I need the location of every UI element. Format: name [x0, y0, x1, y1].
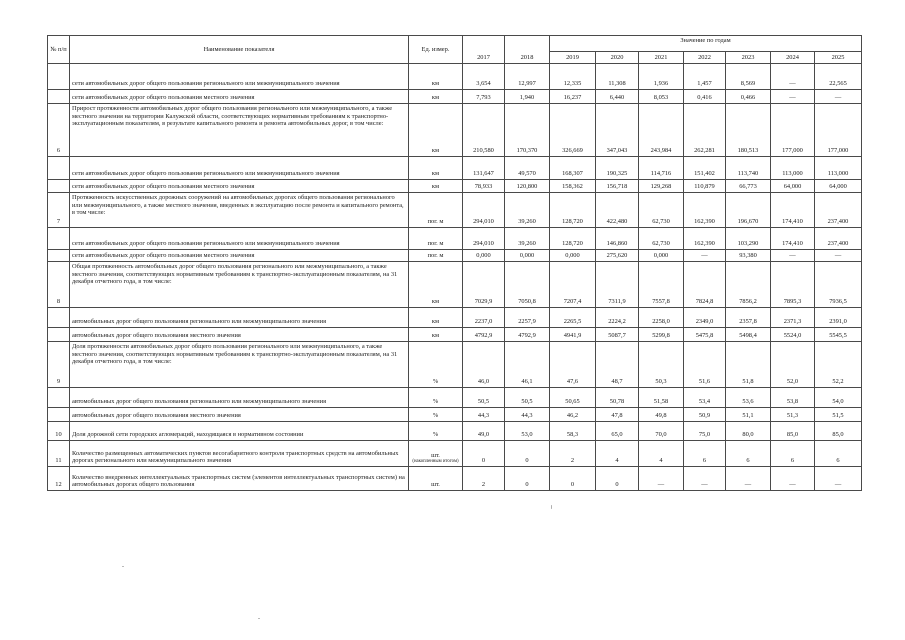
table-row: [48, 64, 862, 90]
value-cell: 0,466: [726, 90, 771, 104]
value-cell: 70,0: [639, 422, 684, 441]
value-cell: 170,370: [505, 104, 550, 157]
value-cell: 237,400: [815, 193, 862, 228]
value-cell: 0: [505, 441, 550, 467]
value-cell: 177,000: [815, 104, 862, 157]
table-row: [48, 388, 862, 408]
value-cell: 16,237: [550, 90, 596, 104]
value-cell: 237,400: [815, 228, 862, 250]
value-cell: 0: [550, 467, 596, 491]
row-number: 8: [48, 262, 70, 308]
value-cell: 0: [463, 441, 505, 467]
row-number: [48, 250, 70, 262]
row-number: [48, 328, 70, 342]
unit-label: шт.: [431, 451, 440, 459]
value-cell: 6: [771, 441, 815, 467]
value-cell: 52,0: [771, 342, 815, 388]
unit-label: %: [432, 398, 439, 406]
value-cell: 85,0: [771, 422, 815, 441]
indicator-name: Прирост протяженности автомобильных дорог общего пользования регионального или межмуниципального, а также местного значения на территории Калужской области, соответствующих нормативным требованиям к транспортно-эксплуатационным показателям, в результате капитального ремонта и ремонта автомобильных дорог, в том числе:: [70, 104, 409, 157]
value-cell: 113,000: [771, 157, 815, 180]
indicator-name: сети автомобильных дорог общего пользования регионального или межмуниципального значения: [70, 64, 409, 90]
value-cell: 0,416: [684, 90, 726, 104]
value-cell: 50,3: [639, 342, 684, 388]
header-year: 2025: [815, 52, 862, 64]
value-cell: 129,268: [639, 180, 684, 193]
unit-cell: [409, 250, 463, 262]
indicator-name: Количество размещенных автоматических пунктов весогабаритного контроля транспортных средств на автомобильных дорогах регионального или межмуниципального значения: [70, 441, 409, 467]
value-cell: 168,307: [550, 157, 596, 180]
value-cell: 8,053: [639, 90, 684, 104]
value-cell: 1,457: [684, 64, 726, 90]
value-cell: 7856,2: [726, 262, 771, 308]
value-cell: 1,940: [505, 90, 550, 104]
table-row: [48, 104, 862, 157]
unit-label: км: [431, 170, 440, 178]
value-cell: 120,800: [505, 180, 550, 193]
header-year: 2023: [726, 52, 771, 64]
unit-cell: [409, 157, 463, 180]
value-cell: 2357,8: [726, 308, 771, 328]
value-cell: 326,669: [550, 104, 596, 157]
value-cell: 7050,8: [505, 262, 550, 308]
header-year: 2024: [771, 52, 815, 64]
value-cell: 2224,2: [596, 308, 639, 328]
value-cell: 6: [726, 441, 771, 467]
indicator-name: сети автомобильных дорог общего пользования местного значения: [70, 250, 409, 262]
value-cell: 2349,0: [684, 308, 726, 328]
value-cell: 0,000: [505, 250, 550, 262]
table-row: [48, 90, 862, 104]
value-cell: 58,3: [550, 422, 596, 441]
value-cell: 53,0: [505, 422, 550, 441]
table-row: [48, 408, 862, 422]
unit-cell: [409, 180, 463, 193]
value-cell: 4: [639, 441, 684, 467]
row-number: [48, 64, 70, 90]
unit-label: км: [431, 94, 440, 102]
indicator-name: автомобильных дорог общего пользования регионального или межмуниципального значения: [70, 308, 409, 328]
row-number: [48, 180, 70, 193]
value-cell: 5524,0: [771, 328, 815, 342]
value-cell: 210,580: [463, 104, 505, 157]
value-cell: 46,0: [463, 342, 505, 388]
value-cell: 50,65: [550, 388, 596, 408]
unit-cell: [409, 408, 463, 422]
indicator-name: Протяженность искусственных дорожных сооружений на автомобильных дорогах общего пользования регионального или межмуниципального, а также местного значения, введенных в эксплуатацию после ремонта и капитального ремонта, в том числе:: [70, 193, 409, 228]
table-row: [48, 342, 862, 388]
value-cell: 39,260: [505, 193, 550, 228]
value-cell: 62,730: [639, 228, 684, 250]
value-cell: 128,720: [550, 228, 596, 250]
indicator-name: сети автомобильных дорог общего пользования регионального или межмуниципального значения: [70, 228, 409, 250]
value-cell: 114,716: [639, 157, 684, 180]
value-cell: 0: [505, 467, 550, 491]
value-cell: 2258,0: [639, 308, 684, 328]
value-cell: 52,2: [815, 342, 862, 388]
value-cell: 85,0: [815, 422, 862, 441]
unit-note: (накопленным итогом): [412, 459, 459, 465]
value-cell: 12,997: [505, 64, 550, 90]
unit-label: км: [431, 147, 440, 155]
table-row: [48, 441, 862, 467]
indicator-name: сети автомобильных дорог общего пользования местного значения: [70, 180, 409, 193]
value-cell: 6: [815, 441, 862, 467]
value-cell: 4792,9: [505, 328, 550, 342]
value-cell: —: [815, 467, 862, 491]
row-number: [48, 308, 70, 328]
value-cell: 62,730: [639, 193, 684, 228]
row-number: [48, 228, 70, 250]
value-cell: 2: [550, 441, 596, 467]
value-cell: 50,5: [505, 388, 550, 408]
value-cell: 103,290: [726, 228, 771, 250]
header-unit: Ед. измер.: [409, 36, 463, 64]
row-number: 12: [48, 467, 70, 491]
value-cell: 80,0: [726, 422, 771, 441]
header-year: 2018: [505, 36, 550, 64]
indicator-name: автомобильных дорог общего пользования местного значения: [70, 408, 409, 422]
unit-cell: [409, 308, 463, 328]
value-cell: 47,8: [596, 408, 639, 422]
value-cell: 0,000: [550, 250, 596, 262]
row-number: [48, 388, 70, 408]
value-cell: —: [815, 250, 862, 262]
table-row: [48, 328, 862, 342]
value-cell: 110,879: [684, 180, 726, 193]
value-cell: —: [771, 64, 815, 90]
value-cell: 64,000: [815, 180, 862, 193]
unit-label: пог. м: [427, 240, 444, 248]
value-cell: 44,3: [505, 408, 550, 422]
value-cell: 5087,7: [596, 328, 639, 342]
value-cell: 7936,5: [815, 262, 862, 308]
indicators-table: [47, 35, 862, 491]
value-cell: 158,362: [550, 180, 596, 193]
value-cell: 12,335: [550, 64, 596, 90]
unit-label: км: [431, 332, 440, 340]
value-cell: 4: [596, 441, 639, 467]
value-cell: 128,720: [550, 193, 596, 228]
header-year: 2019: [550, 52, 596, 64]
table-row: [48, 157, 862, 180]
value-cell: 50,9: [684, 408, 726, 422]
unit-cell: [409, 342, 463, 388]
indicator-name: Количество внедренных интеллектуальных транспортных систем (элементов интеллектуальных транспортных систем) на автомобильных дорогах общего пользования: [70, 467, 409, 491]
value-cell: 54,0: [815, 388, 862, 408]
value-cell: 2257,9: [505, 308, 550, 328]
value-cell: 156,718: [596, 180, 639, 193]
table-row: [48, 228, 862, 250]
indicator-name: автомобильных дорог общего пользования регионального или межмуниципального значения: [70, 388, 409, 408]
unit-label: %: [432, 431, 439, 439]
value-cell: 22,565: [815, 64, 862, 90]
value-cell: 53,4: [684, 388, 726, 408]
value-cell: 196,670: [726, 193, 771, 228]
indicator-name: сети автомобильных дорог общего пользования местного значения: [70, 90, 409, 104]
row-number: 9: [48, 342, 70, 388]
header-year: 2017: [463, 36, 505, 64]
unit-cell: [409, 228, 463, 250]
value-cell: 3,654: [463, 64, 505, 90]
value-cell: 146,860: [596, 228, 639, 250]
value-cell: 53,6: [726, 388, 771, 408]
value-cell: 2265,5: [550, 308, 596, 328]
value-cell: 4941,9: [550, 328, 596, 342]
header-values-group: Значение по годам: [550, 36, 862, 52]
row-number: 7: [48, 193, 70, 228]
table-body: [48, 64, 862, 491]
value-cell: 46,2: [550, 408, 596, 422]
value-cell: 162,390: [684, 228, 726, 250]
value-cell: —: [639, 467, 684, 491]
row-number: 10: [48, 422, 70, 441]
value-cell: 7895,3: [771, 262, 815, 308]
value-cell: 4792,9: [463, 328, 505, 342]
value-cell: 0: [596, 467, 639, 491]
table-row: [48, 308, 862, 328]
value-cell: 49,570: [505, 157, 550, 180]
row-number: [48, 408, 70, 422]
table-row: [48, 250, 862, 262]
unit-cell: [409, 262, 463, 308]
value-cell: —: [815, 90, 862, 104]
value-cell: 243,984: [639, 104, 684, 157]
value-cell: 8,569: [726, 64, 771, 90]
value-cell: 2391,0: [815, 308, 862, 328]
table-row: [48, 422, 862, 441]
value-cell: 78,933: [463, 180, 505, 193]
value-cell: 51,3: [771, 408, 815, 422]
unit-cell: [409, 104, 463, 157]
unit-cell: [409, 441, 463, 467]
scan-speck: [551, 505, 552, 509]
unit-label: %: [432, 378, 439, 386]
indicator-name: Общая протяженность автомобильных дорог общего пользования регионального или межмуниципального, а также местного значения, соответствующих нормативным требованиям к транспортно-эксплуатационным показателям, на 31 декабря отчетного года, в том числе:: [70, 262, 409, 308]
value-cell: 39,260: [505, 228, 550, 250]
unit-label: %: [432, 412, 439, 420]
value-cell: 5299,8: [639, 328, 684, 342]
value-cell: 6: [684, 441, 726, 467]
unit-label: км: [431, 80, 440, 88]
row-number: [48, 90, 70, 104]
value-cell: 131,647: [463, 157, 505, 180]
value-cell: 49,0: [463, 422, 505, 441]
value-cell: 2237,0: [463, 308, 505, 328]
unit-cell: [409, 64, 463, 90]
unit-cell: [409, 193, 463, 228]
indicator-name: сети автомобильных дорог общего пользования регионального или межмуниципального значения: [70, 157, 409, 180]
value-cell: —: [726, 467, 771, 491]
header-year: 2022: [684, 52, 726, 64]
value-cell: 49,8: [639, 408, 684, 422]
value-cell: 5475,8: [684, 328, 726, 342]
unit-label: пог. м: [427, 218, 444, 226]
header-year: 2020: [596, 52, 639, 64]
value-cell: 162,390: [684, 193, 726, 228]
value-cell: 51,5: [815, 408, 862, 422]
header-name: Наименование показателя: [70, 36, 409, 64]
unit-cell: [409, 90, 463, 104]
row-number: 11: [48, 441, 70, 467]
value-cell: 174,410: [771, 193, 815, 228]
value-cell: —: [771, 250, 815, 262]
value-cell: —: [771, 90, 815, 104]
value-cell: 66,773: [726, 180, 771, 193]
value-cell: 51,6: [684, 342, 726, 388]
value-cell: 5545,5: [815, 328, 862, 342]
value-cell: 190,325: [596, 157, 639, 180]
value-cell: 75,0: [684, 422, 726, 441]
value-cell: 113,740: [726, 157, 771, 180]
value-cell: 65,0: [596, 422, 639, 441]
value-cell: 7207,4: [550, 262, 596, 308]
value-cell: 2: [463, 467, 505, 491]
unit-label: шт.: [431, 481, 440, 489]
value-cell: 294,010: [463, 193, 505, 228]
table-row: [48, 467, 862, 491]
value-cell: 262,281: [684, 104, 726, 157]
value-cell: 64,000: [771, 180, 815, 193]
value-cell: 7557,8: [639, 262, 684, 308]
value-cell: 48,7: [596, 342, 639, 388]
unit-label: км: [431, 183, 440, 191]
value-cell: —: [771, 467, 815, 491]
unit-label: пог. м: [427, 252, 444, 260]
row-number: [48, 157, 70, 180]
table-row: [48, 180, 862, 193]
value-cell: 50,5: [463, 388, 505, 408]
value-cell: 177,000: [771, 104, 815, 157]
value-cell: 7311,9: [596, 262, 639, 308]
value-cell: 53,8: [771, 388, 815, 408]
value-cell: 113,000: [815, 157, 862, 180]
indicator-name: Доля дорожной сети городских агломераций, находящаяся в нормативном состоянии: [70, 422, 409, 441]
value-cell: 7824,8: [684, 262, 726, 308]
value-cell: 47,6: [550, 342, 596, 388]
value-cell: 50,78: [596, 388, 639, 408]
unit-cell: [409, 422, 463, 441]
value-cell: 2371,3: [771, 308, 815, 328]
value-cell: 5498,4: [726, 328, 771, 342]
unit-cell: [409, 388, 463, 408]
value-cell: —: [684, 250, 726, 262]
value-cell: 1,936: [639, 64, 684, 90]
value-cell: 422,480: [596, 193, 639, 228]
value-cell: 11,308: [596, 64, 639, 90]
unit-label: км: [431, 318, 440, 326]
row-number: 6: [48, 104, 70, 157]
value-cell: 0,000: [463, 250, 505, 262]
value-cell: 174,410: [771, 228, 815, 250]
value-cell: 275,620: [596, 250, 639, 262]
table-header: [48, 36, 862, 64]
value-cell: 180,513: [726, 104, 771, 157]
value-cell: 44,3: [463, 408, 505, 422]
value-cell: 46,1: [505, 342, 550, 388]
indicator-name: Доля протяженности автомобильных дорог общего пользования регионального или межмуниципального, а также местного значения, соответствующих нормативным требованиям к транспортно-эксплуатационным показателям, на 31 декабря отчетного года, в том числе:: [70, 342, 409, 388]
value-cell: 51,1: [726, 408, 771, 422]
header-year: 2021: [639, 52, 684, 64]
unit-label: км: [431, 298, 440, 306]
unit-cell: [409, 467, 463, 491]
value-cell: 0,000: [639, 250, 684, 262]
value-cell: 51,8: [726, 342, 771, 388]
unit-cell: [409, 328, 463, 342]
indicator-name: автомобильных дорог общего пользования местного значения: [70, 328, 409, 342]
table-row: [48, 262, 862, 308]
value-cell: 51,58: [639, 388, 684, 408]
value-cell: —: [684, 467, 726, 491]
scan-speck: [258, 618, 260, 619]
value-cell: 7029,9: [463, 262, 505, 308]
value-cell: 347,043: [596, 104, 639, 157]
value-cell: 151,402: [684, 157, 726, 180]
value-cell: 93,380: [726, 250, 771, 262]
value-cell: 7,793: [463, 90, 505, 104]
table-row: [48, 193, 862, 228]
scan-speck: [122, 566, 124, 567]
value-cell: 6,440: [596, 90, 639, 104]
value-cell: 294,010: [463, 228, 505, 250]
header-num: № п/п: [48, 36, 70, 64]
